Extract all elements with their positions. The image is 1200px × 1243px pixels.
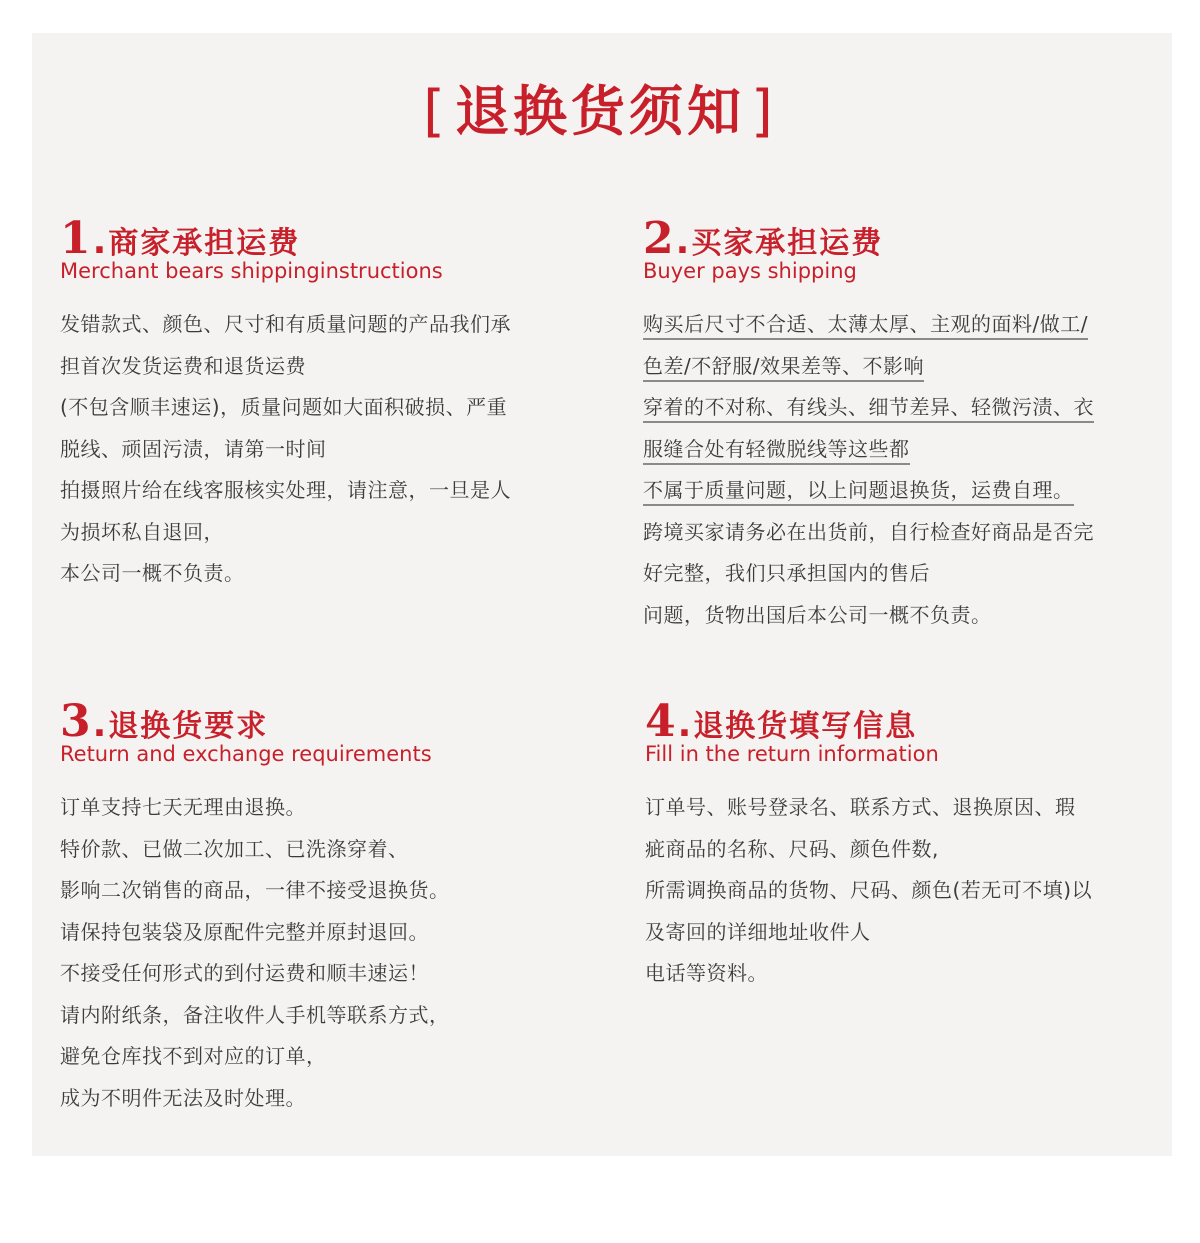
body-line-text: 不属于质量问题，以上问题退换货，运费自理。 bbox=[643, 478, 1074, 506]
section-body bbox=[60, 787, 580, 1119]
body-line-text: 特价款、已做二次加工、已洗涤穿着、 bbox=[60, 836, 409, 861]
section-body bbox=[643, 304, 1163, 636]
body-line bbox=[60, 429, 580, 471]
body-line bbox=[645, 787, 1165, 829]
body-line-text: 穿着的不对称、有线头、细节差异、轻微污渍、衣 bbox=[643, 395, 1094, 423]
body-line bbox=[60, 512, 580, 554]
body-line bbox=[60, 304, 580, 346]
section-heading bbox=[60, 213, 580, 264]
body-line bbox=[643, 553, 1163, 595]
body-line-text: 订单支持七天无理由退换。 bbox=[60, 795, 306, 819]
body-line-text: 为损坏私自退回， bbox=[60, 519, 224, 544]
section-subtitle: Fill in the return information bbox=[645, 742, 939, 766]
body-line bbox=[60, 912, 580, 954]
body-line bbox=[60, 787, 580, 829]
section-body bbox=[60, 304, 580, 595]
body-line bbox=[60, 953, 580, 995]
body-line-text: 担首次发货运费和退货运费 bbox=[60, 353, 306, 378]
title-bracket-right: ] bbox=[751, 79, 777, 144]
page-title bbox=[0, 80, 1200, 144]
body-line bbox=[645, 953, 1165, 995]
body-line bbox=[60, 553, 580, 595]
title-bracket-left: [ bbox=[423, 79, 449, 144]
body-line-underlined bbox=[643, 429, 1163, 471]
body-line bbox=[643, 595, 1163, 637]
section-merchant-pays bbox=[60, 213, 580, 595]
body-line-underlined bbox=[643, 387, 1163, 429]
section-dot: . bbox=[92, 221, 107, 262]
body-line-text: 及寄回的详细地址收件人 bbox=[645, 919, 871, 944]
section-dot: . bbox=[675, 221, 690, 262]
section-heading bbox=[643, 213, 1163, 264]
body-line-text: 脱线、顽固污渍，请第一时间 bbox=[60, 436, 327, 461]
body-line bbox=[645, 870, 1165, 912]
section-number: 3 bbox=[60, 696, 91, 747]
body-line-text: 电话等资料。 bbox=[645, 961, 768, 985]
body-line-text: 发错款式、颜色、尺寸和有质量问题的产品我们承 bbox=[60, 312, 511, 336]
body-line-text: 所需调换商品的货物、尺码、颜色(若无可不填)以 bbox=[645, 878, 1093, 902]
body-line-text: 服缝合处有轻微脱线等这些都 bbox=[643, 437, 910, 465]
section-title: 买家承担运费 bbox=[691, 226, 884, 261]
section-subtitle: Buyer pays shipping bbox=[643, 259, 857, 283]
body-line-text: 请保持包装袋及原配件完整并原封退回。 bbox=[60, 919, 429, 944]
title-text: 退换货须知 bbox=[455, 80, 745, 143]
body-line-underlined bbox=[643, 346, 1163, 388]
body-line-underlined bbox=[643, 304, 1163, 346]
section-body bbox=[645, 787, 1165, 995]
body-line-text: 影响二次销售的商品，一律不接受退换货。 bbox=[60, 878, 450, 902]
body-line bbox=[60, 346, 580, 388]
body-line bbox=[60, 995, 580, 1037]
section-dot: . bbox=[677, 704, 692, 745]
body-line-text: 订单号、账号登录名、联系方式、退换原因、瑕 bbox=[645, 795, 1076, 819]
body-line bbox=[645, 912, 1165, 954]
body-line-text: 跨境买家请务必在出货前，自行检查好商品是否完 bbox=[643, 519, 1094, 544]
section-heading bbox=[645, 696, 1165, 747]
body-line-underlined bbox=[643, 470, 1163, 512]
section-return-info bbox=[645, 696, 1165, 995]
body-line-text: 请内附纸条，备注收件人手机等联系方式， bbox=[60, 1002, 450, 1027]
body-line-text: 不接受任何形式的到付运费和顺丰速运！ bbox=[60, 961, 429, 985]
section-buyer-pays bbox=[643, 213, 1163, 636]
body-line-text: 疵商品的名称、尺码、颜色件数, bbox=[645, 836, 939, 861]
section-number: 2 bbox=[643, 213, 674, 264]
section-subtitle: Return and exchange requirements bbox=[60, 742, 432, 766]
body-line bbox=[60, 870, 580, 912]
section-title: 退换货填写信息 bbox=[693, 709, 918, 744]
body-line bbox=[60, 829, 580, 871]
body-line-text: 拍摄照片给在线客服核实处理，请注意，一旦是人 bbox=[60, 478, 511, 502]
body-line bbox=[645, 829, 1165, 871]
body-line bbox=[60, 1036, 580, 1078]
section-dot: . bbox=[92, 704, 107, 745]
section-number: 1 bbox=[60, 213, 91, 264]
section-heading bbox=[60, 696, 580, 747]
body-line-text: 成为不明件无法及时处理。 bbox=[60, 1085, 306, 1110]
body-line-text: 好完整，我们只承担国内的售后 bbox=[643, 561, 930, 585]
body-line bbox=[60, 470, 580, 512]
body-line-text: 购买后尺寸不合适、太薄太厚、主观的面料/做工/ bbox=[643, 312, 1088, 340]
body-line-text: 避免仓库找不到对应的订单， bbox=[60, 1044, 327, 1068]
body-line bbox=[60, 387, 580, 429]
body-line-text: (不包含顺丰速运)，质量问题如大面积破损、严重 bbox=[60, 395, 508, 419]
section-title: 退换货要求 bbox=[108, 709, 269, 744]
body-line bbox=[60, 1078, 580, 1120]
section-return-requirements bbox=[60, 696, 580, 1119]
body-line-text: 问题，货物出国后本公司一概不负责。 bbox=[643, 602, 992, 627]
body-line-text: 本公司一概不负责。 bbox=[60, 561, 245, 585]
section-title: 商家承担运费 bbox=[108, 226, 301, 261]
body-line-text: 色差/不舒服/效果差等、不影响 bbox=[643, 354, 924, 382]
body-line bbox=[643, 512, 1163, 554]
section-subtitle: Merchant bears shippinginstructions bbox=[60, 259, 443, 283]
section-number: 4 bbox=[645, 696, 676, 747]
